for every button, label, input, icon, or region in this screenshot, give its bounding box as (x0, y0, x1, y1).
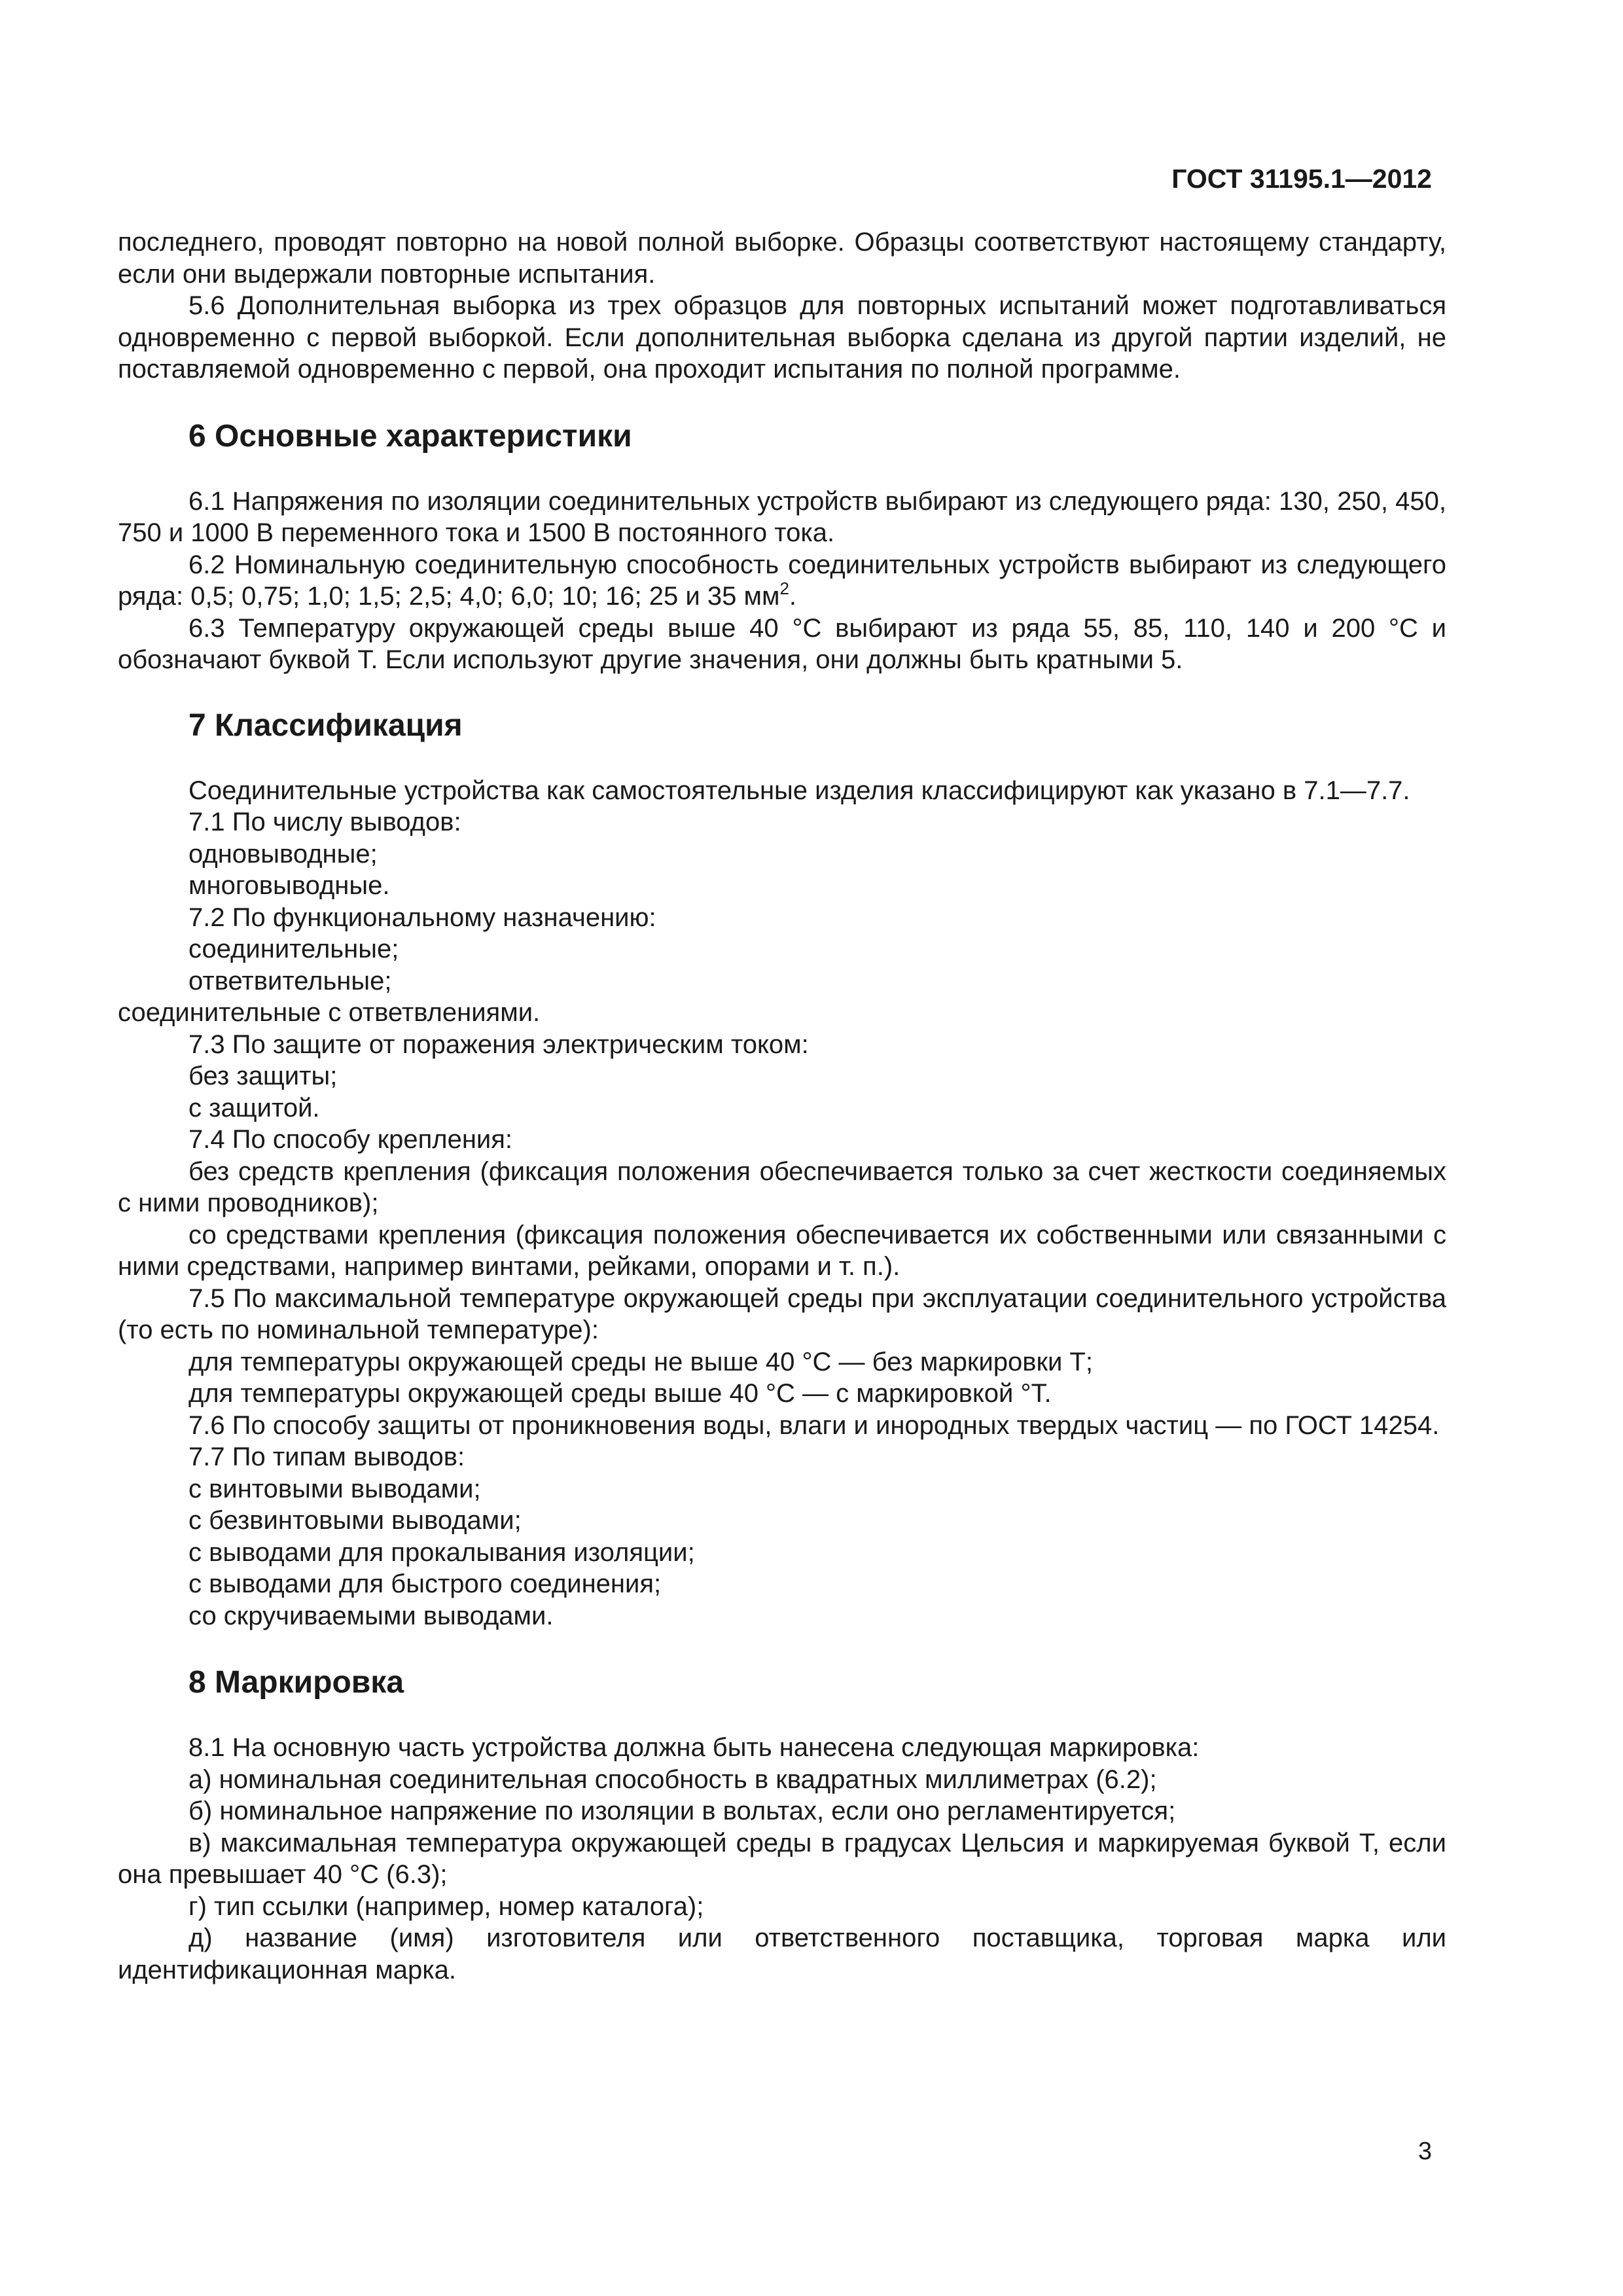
list-item: д) название (имя) изготовителя или ответственного поставщика, торговая марка или идентификационная марка. (118, 1924, 1446, 1984)
list-item: со средствами крепления (фиксация положения обеспечивается их собственными или связанными с ними средствами, например винтами, рейками, опорами и т. п.). (118, 1220, 1446, 1281)
list-item: с выводами для прокалывания изоляции; (188, 1537, 695, 1567)
paragraph-7-7: 7.7 По типам выводов: (188, 1443, 465, 1471)
list-item: г) тип ссылки (например, номер каталога); (188, 1892, 704, 1921)
list-item: с защитой. (188, 1093, 320, 1122)
list-item: одновыводные; (188, 839, 378, 869)
document-header-id: ГОСТ 31195.1—2012 (1171, 164, 1432, 194)
paragraph-7-4: 7.4 По способу крепления: (188, 1125, 513, 1154)
section-8-heading: 8 Маркировка (188, 1665, 404, 1700)
section-7-heading: 7 Классификация (188, 708, 463, 743)
list-item: в) максимальная температура окружающей среды в градусах Цельсия и маркируемая буквой Т, если она превышает 40 °С (6.3); (118, 1828, 1446, 1889)
paragraph-7-1: 7.1 По числу выводов: (188, 808, 461, 836)
list-item: с выводами для быстрого соединения; (188, 1570, 662, 1598)
paragraph-7-6: 7.6 По способу защиты от проникновения воды, влаги и инородных твердых частиц — по ГОСТ 14254. (188, 1410, 1440, 1440)
list-item: многовыводные. (188, 871, 390, 900)
superscript-2: 2 (779, 578, 789, 598)
list-item: для температуры окружающей среды выше 40 °С — с маркировкой °Т. (188, 1379, 1052, 1408)
list-item: ответвительные; (188, 966, 392, 996)
paragraph-8-1: 8.1 На основную часть устройства должна быть нанесена следующая маркировка: (188, 1733, 1200, 1762)
paragraph-continuation: последнего, проводят повторно на новой полной выборке. Образцы соответствуют настоящему стандарту, если они выдержали повторные испытания. (118, 228, 1446, 289)
list-item: с винтовыми выводами; (188, 1474, 481, 1503)
list-item: без защиты; (188, 1062, 338, 1090)
list-item: для температуры окружающей среды не выше 40 °С — без маркировки Т; (188, 1347, 1093, 1376)
list-item: со скручиваемыми выводами. (188, 1601, 554, 1630)
list-item: соединительные с ответвлениями. (118, 998, 541, 1027)
list-item: без средств крепления (фиксация положения обеспечивается только за счет жесткости соединяемых с ними проводников); (118, 1157, 1446, 1217)
paragraph-6-2-end: . (789, 582, 797, 611)
paragraph-7-3: 7.3 По защите от поражения электрическим током: (188, 1030, 809, 1059)
list-item: б) номинальное напряжение по изоляции в вольтах, если оно регламентируется; (188, 1797, 1176, 1825)
paragraph-6-2 (118, 549, 1446, 613)
page-number: 3 (1418, 2138, 1432, 2165)
list-item: соединительные; (188, 935, 399, 963)
list-item: а) номинальная соединительная способность в квадратных миллиметрах (6.2); (188, 1765, 1157, 1794)
paragraph-6-3: 6.3 Температуру окружающей среды выше 40 °С выбирают из ряда 55, 85, 110, 140 и 200 °С и обозначают буквой Т. Если используют другие значения, они должны быть кратными 5. (118, 613, 1446, 674)
paragraph-7-5: 7.5 По максимальной температуре окружающей среды при эксплуатации соединительного устройства (то есть по номинальной температуре): (118, 1283, 1446, 1344)
document-body (118, 226, 1446, 1986)
paragraph-6-2-text: 6.2 Номинальную соединительную способность соединительных устройств выбирают из следующего ряда: 0,5; 0,75; 1,0; 1,5; 2,5; 4,0; 6,0; 10; 16; 25 и 35 мм (118, 550, 1446, 611)
list-item: с безвинтовыми выводами; (188, 1506, 522, 1535)
paragraph-7-intro: Соединительные устройства как самостоятельные изделия классифицируют как указано в 7.1—7.7. (188, 776, 1410, 805)
paragraph-6-1: 6.1 Напряжения по изоляции соединительных устройств выбирают из следующего ряда: 130, 250, 450, 750 и 1000 В переменного тока и 1500 В постоянного тока. (118, 486, 1446, 547)
paragraph-5-6: 5.6 Дополнительная выборка из трех образцов для повторных испытаний может подготавливаться одновременно с первой выборкой. Если дополнительная выборка сделана из другой партии изделий, не поставляемой одновременно с первой, она проходит испытания по полной программе. (118, 291, 1446, 384)
section-6-heading: 6 Основные характеристики (188, 418, 632, 454)
paragraph-7-2: 7.2 По функциональному назначению: (188, 903, 656, 932)
